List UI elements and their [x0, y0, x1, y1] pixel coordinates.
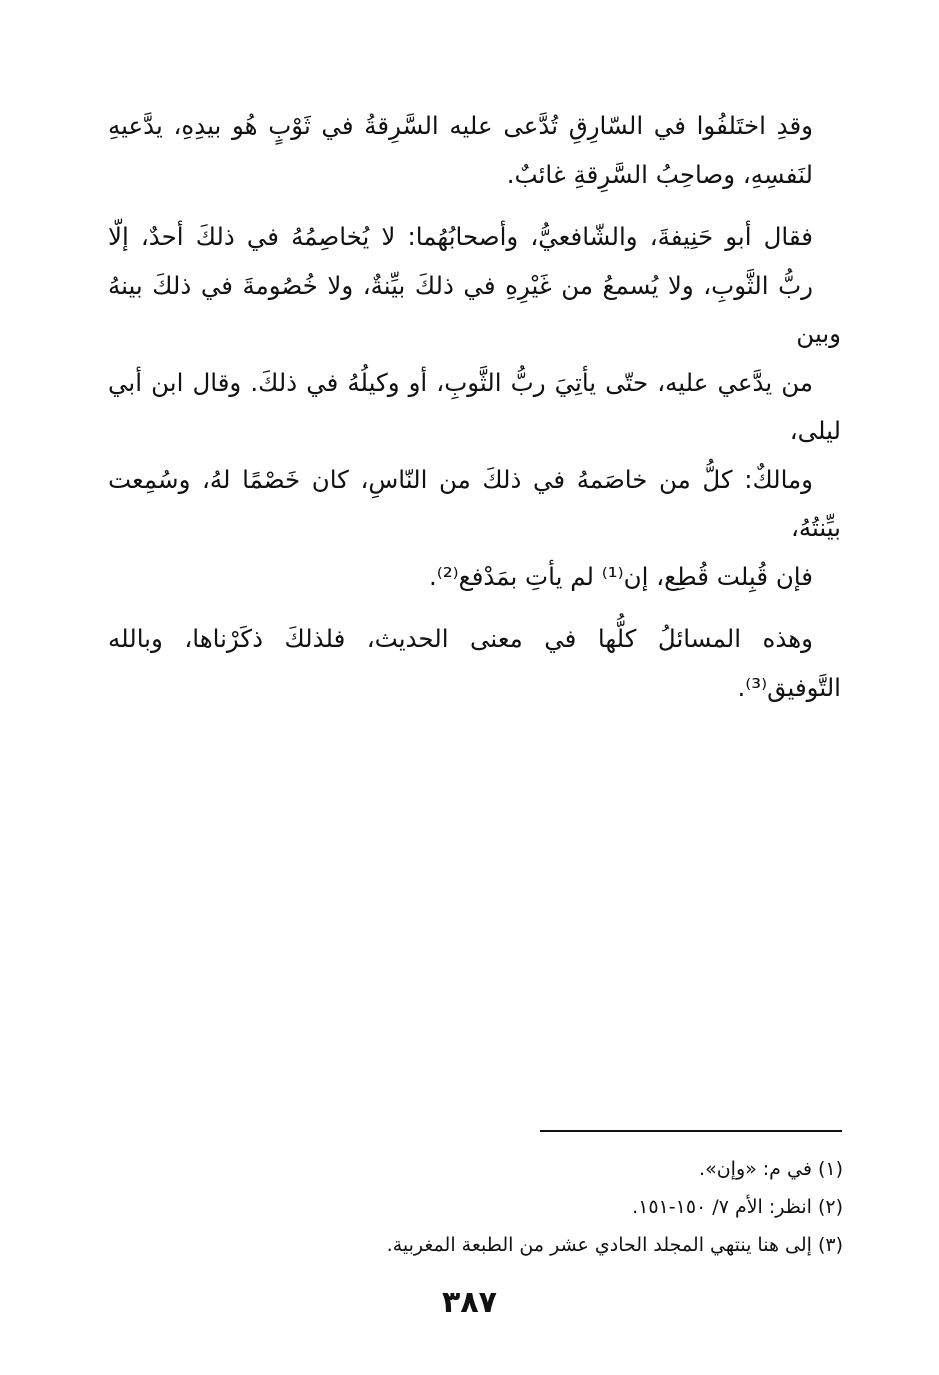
- paragraph-1: [108, 102, 841, 199]
- text-line: من يدَّعي عليه، حتّى يأتِيَ ربُّ الثَّوبِ، أو وكيلُهُ في ذلكَ. وقال ابن أبي ليلى،: [108, 367, 841, 445]
- footnote-divider: [540, 1130, 842, 1132]
- text-line: ومالكٌ: كلُّ من خاصَمهُ في ذلكَ من النّاسِ، كان خَصْمًا لهُ، وسُمِعت بيِّنتُهُ،: [108, 464, 841, 542]
- page-number: ٣٨٧: [442, 1285, 497, 1320]
- text-line: وقدِ اختَلفُوا في السّارِقِ تُدَّعى عليه السَّرِقةُ في ثَوْبٍ هُو بيدِهِ، يدَّعيهِ: [108, 111, 813, 140]
- text-line: ربُّ الثَّوبِ، ولا يُسمعُ من غَيْرِهِ في ذلكَ بيِّنةٌ، ولا خُصُومةَ في ذلكَ بينهُ وبين: [108, 270, 841, 348]
- footnote-1: (١) في م: «وإن».: [699, 1158, 843, 1180]
- text-line: لنَفسِهِ، وصاحِبُ السَّرِقةِ غائبٌ.: [506, 159, 813, 189]
- footnote-2: (٢) انظر: الأم ٧/ ١٥٠-١٥١.: [632, 1196, 843, 1218]
- paragraph-3: [108, 615, 841, 712]
- paragraph-2: [108, 213, 841, 601]
- footnotes: [243, 1150, 843, 1264]
- footnote-3: (٣) إلى هنا ينتهي المجلد الحادي عشر من الطبعة المغربية.: [386, 1234, 843, 1256]
- text-line: فقال أبو حَنِيفةَ، والشّافعيُّ، وأصحابُهُما: لا يُخاصِمُهُ في ذلكَ أحدٌ، إلّا: [108, 222, 813, 251]
- text-line: وهذه المسائلُ كلُّها في معنى الحديث، فلذلكَ ذكَرْناها، وبالله التَّوفيق⁽³⁾.: [108, 624, 841, 702]
- main-text: [108, 102, 841, 726]
- text-line: فإن قُبِلت قُطِع، إن⁽¹⁾ لم يأتِ بمَدْفع⁽²⁾.: [429, 561, 813, 591]
